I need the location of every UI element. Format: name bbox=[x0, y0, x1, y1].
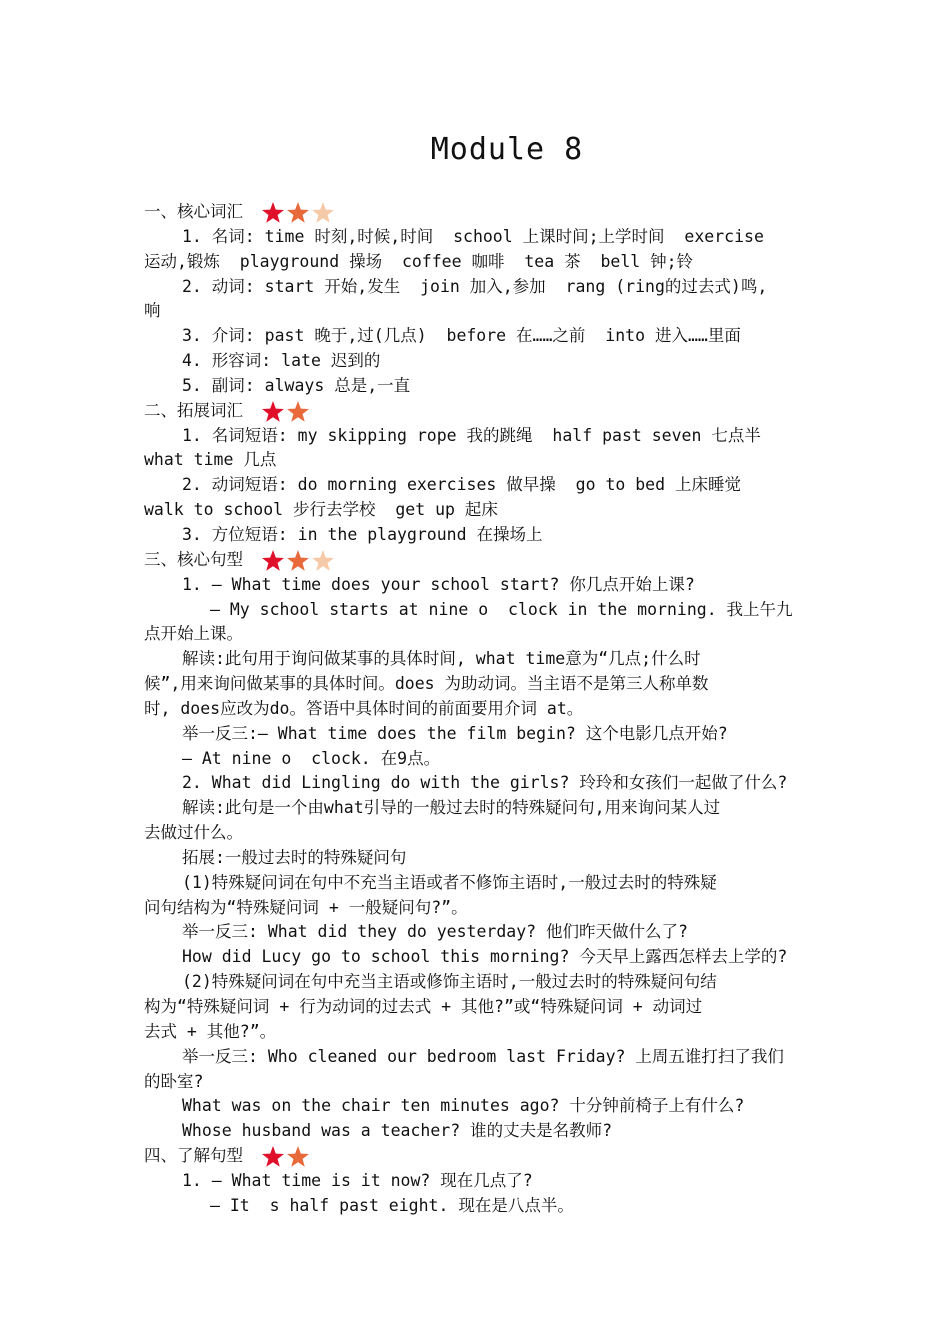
star-icon bbox=[311, 549, 335, 572]
text-line: 候”,用来询问做某事的具体时间。does 为助动词。当主语不是第三人称单数 bbox=[144, 674, 709, 694]
section-heading-understanding-sentences bbox=[144, 1144, 810, 1169]
rating-stars bbox=[261, 1145, 310, 1168]
section-heading-core-vocabulary bbox=[144, 200, 810, 225]
text-line: 举一反三: What did they do yesterday? 他们昨天做什么了? bbox=[182, 922, 688, 942]
text-line: 构为“特殊疑问词 + 行为动词的过去式 + 其他?”或“特殊疑问词 + 动词过 bbox=[144, 997, 703, 1016]
text-line: 4. 形容词: late 迟到的 bbox=[182, 351, 381, 371]
text-line: walk to school 步行去学校 get up 起床 bbox=[144, 500, 498, 520]
section-heading-core-sentences bbox=[144, 548, 810, 573]
text-line: How did Lucy go to school this morning? 今天早上露西怎样去上学的? bbox=[182, 947, 788, 967]
text-line: 1. — What time does your school start? 你几点开始上课? bbox=[182, 574, 695, 594]
star-icon bbox=[261, 201, 285, 224]
text-line: 3. 介词: past 晚于,过(几点) before 在……之前 into 进入……里面 bbox=[182, 326, 741, 346]
text-line: — My school starts at nine o clock in the morning. 我上午九 bbox=[210, 599, 793, 619]
text-line: 点开始上课。 bbox=[144, 624, 243, 644]
text-line: 解读:此句用于询问做某事的具体时间, what time意为“几点;什么时 bbox=[182, 649, 701, 669]
text-line: 的卧室? bbox=[144, 1071, 204, 1091]
text-line: 解读:此句是一个由what引导的一般过去时的特殊疑问句,用来询问某人过 bbox=[182, 798, 721, 818]
text-line: 运动,锻炼 playground 操场 coffee 咖啡 tea 茶 bell 钟;铃 bbox=[144, 251, 694, 271]
text-line: 去做过什么。 bbox=[144, 823, 243, 843]
section-label: 二、拓展词汇 bbox=[144, 400, 243, 420]
text-line: 举一反三:— What time does the film begin? 这个电影几点开始? bbox=[182, 723, 728, 743]
star-icon bbox=[311, 201, 335, 224]
star-icon bbox=[286, 1145, 310, 1168]
section-label: 一、核心词汇 bbox=[144, 202, 243, 221]
text-line: 拓展:一般过去时的特殊疑问句 bbox=[182, 847, 407, 867]
text-line: 2. What did Lingling do with the girls? 玲玲和女孩们一起做了什么? bbox=[182, 773, 788, 793]
star-icon bbox=[261, 1145, 285, 1168]
document-body bbox=[144, 200, 810, 1219]
star-icon bbox=[286, 400, 310, 423]
section-heading-extended-vocabulary bbox=[144, 399, 810, 424]
rating-stars bbox=[261, 549, 335, 572]
text-line: 5. 副词: always 总是,一直 bbox=[182, 375, 411, 395]
star-icon bbox=[286, 201, 310, 224]
text-line: 1. 名词: time 时刻,时候,时间 school 上课时间;上学时间 exercise bbox=[182, 226, 764, 246]
text-line: 举一反三: Who cleaned our bedroom last Friday? 上周五谁打扫了我们 bbox=[182, 1046, 784, 1066]
text-line: What was on the chair ten minutes ago? 十分钟前椅子上有什么? bbox=[182, 1096, 745, 1116]
text-line: 1. — What time is it now? 现在几点了? bbox=[182, 1170, 533, 1190]
section-label: 四、了解句型 bbox=[144, 1146, 243, 1166]
text-line: 响 bbox=[144, 301, 161, 321]
text-line: 时, does应改为do。答语中具体时间的前面要用介词 at。 bbox=[144, 698, 584, 718]
rating-stars bbox=[261, 201, 335, 224]
text-line: 2. 动词短语: do morning exercises 做早操 go to bed 上床睡觉 bbox=[182, 475, 741, 495]
text-line: (2)特殊疑问词在句中充当主语或修饰主语时,一般过去时的特殊疑问句结 bbox=[182, 972, 717, 992]
text-line: 去式 + 其他?”。 bbox=[144, 1021, 277, 1041]
text-line: 2. 动词: start 开始,发生 join 加入,参加 rang (ring的过去式)鸣, bbox=[182, 276, 768, 296]
text-line: what time 几点 bbox=[144, 450, 277, 470]
text-line: (1)特殊疑问词在句中不充当主语或者不修饰主语时,一般过去时的特殊疑 bbox=[182, 872, 717, 892]
star-icon bbox=[261, 549, 285, 572]
text-line: 问句结构为“特殊疑问词 + 一般疑问句?”。 bbox=[144, 897, 468, 917]
text-line: 3. 方位短语: in the playground 在操场上 bbox=[182, 524, 543, 544]
text-line: — It s half past eight. 现在是八点半。 bbox=[210, 1195, 574, 1215]
section-label: 三、核心句型 bbox=[144, 549, 243, 569]
text-line: 1. 名词短语: my skipping rope 我的跳绳 half past seven 七点半 bbox=[182, 425, 761, 445]
rating-stars bbox=[261, 400, 310, 423]
text-line: — At nine o clock. 在9点。 bbox=[182, 748, 441, 768]
text-line: Whose husband was a teacher? 谁的丈夫是名教师? bbox=[182, 1121, 613, 1141]
document-title: Module 8 bbox=[430, 132, 584, 167]
star-icon bbox=[286, 549, 310, 572]
star-icon bbox=[261, 400, 285, 423]
